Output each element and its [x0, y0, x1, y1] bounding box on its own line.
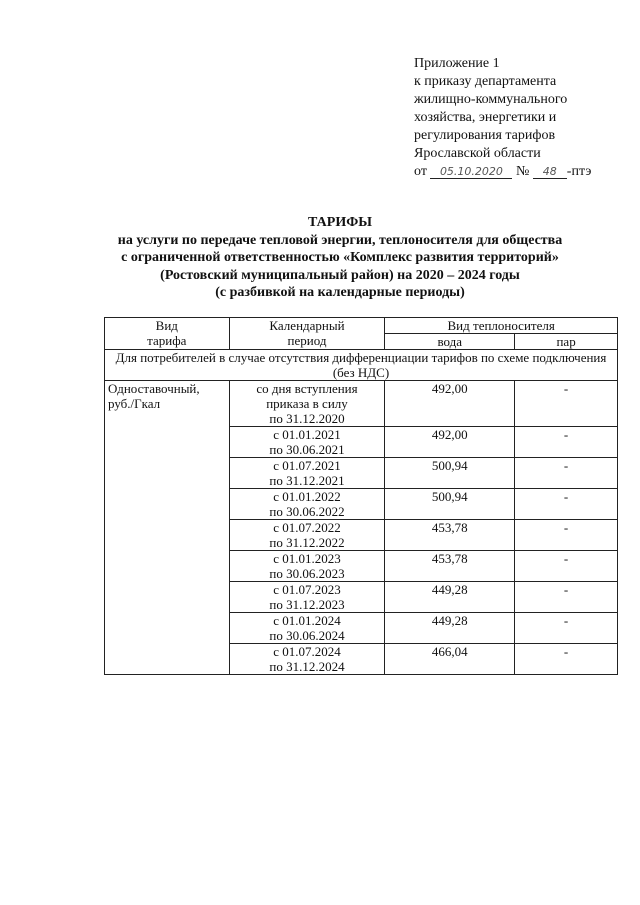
appendix-line: хозяйства, энергетики и — [414, 110, 557, 125]
water-value: 453,78 — [385, 551, 515, 582]
period-cell: со дня вступления приказа в силу по 31.12.2020 — [229, 381, 385, 427]
steam-value: - — [515, 381, 618, 427]
document-title: ТАРИФЫ — [308, 215, 372, 230]
appendix-line: жилищно-коммунального — [414, 92, 568, 107]
steam-value: - — [515, 520, 618, 551]
document-heading — [80, 214, 600, 302]
appendix-block — [414, 55, 624, 181]
water-value: 449,28 — [385, 582, 515, 613]
water-value: 466,04 — [385, 644, 515, 675]
order-reference-line — [414, 163, 624, 181]
steam-value: - — [515, 551, 618, 582]
appendix-line: регулирования тарифов — [414, 128, 556, 143]
heading-line: (Ростовский муниципальный район) на 2020 – 2024 годы — [160, 267, 520, 283]
header-period: Календарный период — [229, 318, 385, 350]
water-value: 492,00 — [385, 427, 515, 458]
steam-value: - — [515, 582, 618, 613]
heading-line: с ограниченной ответственностью «Комплекс развития территорий» — [121, 250, 559, 265]
order-prefix: от — [414, 164, 427, 179]
section-title: Для потребителей в случае отсутствия дифференциации тарифов по схеме подключения (без НДС) — [105, 350, 618, 381]
water-value: 500,94 — [385, 458, 515, 489]
period-cell: с 01.07.2023 по 31.12.2023 — [229, 582, 385, 613]
steam-value: - — [515, 427, 618, 458]
appendix-line: Ярославской области — [414, 146, 541, 161]
water-value: 500,94 — [385, 489, 515, 520]
order-number-label: № — [515, 164, 530, 179]
appendix-line: Приложение 1 — [414, 56, 500, 71]
period-cell: с 01.01.2024 по 30.06.2024 — [229, 613, 385, 644]
steam-value: - — [515, 644, 618, 675]
order-date-handwritten: 05.10.2020 — [430, 165, 512, 179]
period-cell: с 01.01.2022 по 30.06.2022 — [229, 489, 385, 520]
header-steam: пар — [515, 334, 618, 350]
period-cell: с 01.01.2023 по 30.06.2023 — [229, 551, 385, 582]
appendix-line: к приказу департамента — [414, 74, 557, 89]
water-value: 492,00 — [385, 381, 515, 427]
tariff-name-cell: Одноставочный, руб./Гкал — [105, 381, 230, 675]
water-value: 453,78 — [385, 520, 515, 551]
order-number-handwritten: 48 — [533, 165, 567, 179]
table-header-row — [105, 318, 618, 334]
header-heat-carrier: Вид теплоносителя — [385, 318, 618, 334]
tariffs-table — [104, 317, 618, 675]
heading-line: на услуги по передаче тепловой энергии, теплоносителя для общества — [117, 232, 563, 248]
period-cell: с 01.07.2024 по 31.12.2024 — [229, 644, 385, 675]
steam-value: - — [515, 458, 618, 489]
order-suffix: -птэ — [566, 164, 592, 179]
table-row — [105, 381, 618, 427]
section-row — [105, 350, 618, 381]
period-cell: с 01.01.2021 по 30.06.2021 — [229, 427, 385, 458]
steam-value: - — [515, 489, 618, 520]
period-cell: с 01.07.2022 по 31.12.2022 — [229, 520, 385, 551]
header-tariff-type: Вид тарифа — [105, 318, 230, 350]
header-water: вода — [385, 334, 515, 350]
heading-line: (с разбивкой на календарные периоды) — [215, 285, 465, 300]
steam-value: - — [515, 613, 618, 644]
period-cell: с 01.07.2021 по 31.12.2021 — [229, 458, 385, 489]
water-value: 449,28 — [385, 613, 515, 644]
